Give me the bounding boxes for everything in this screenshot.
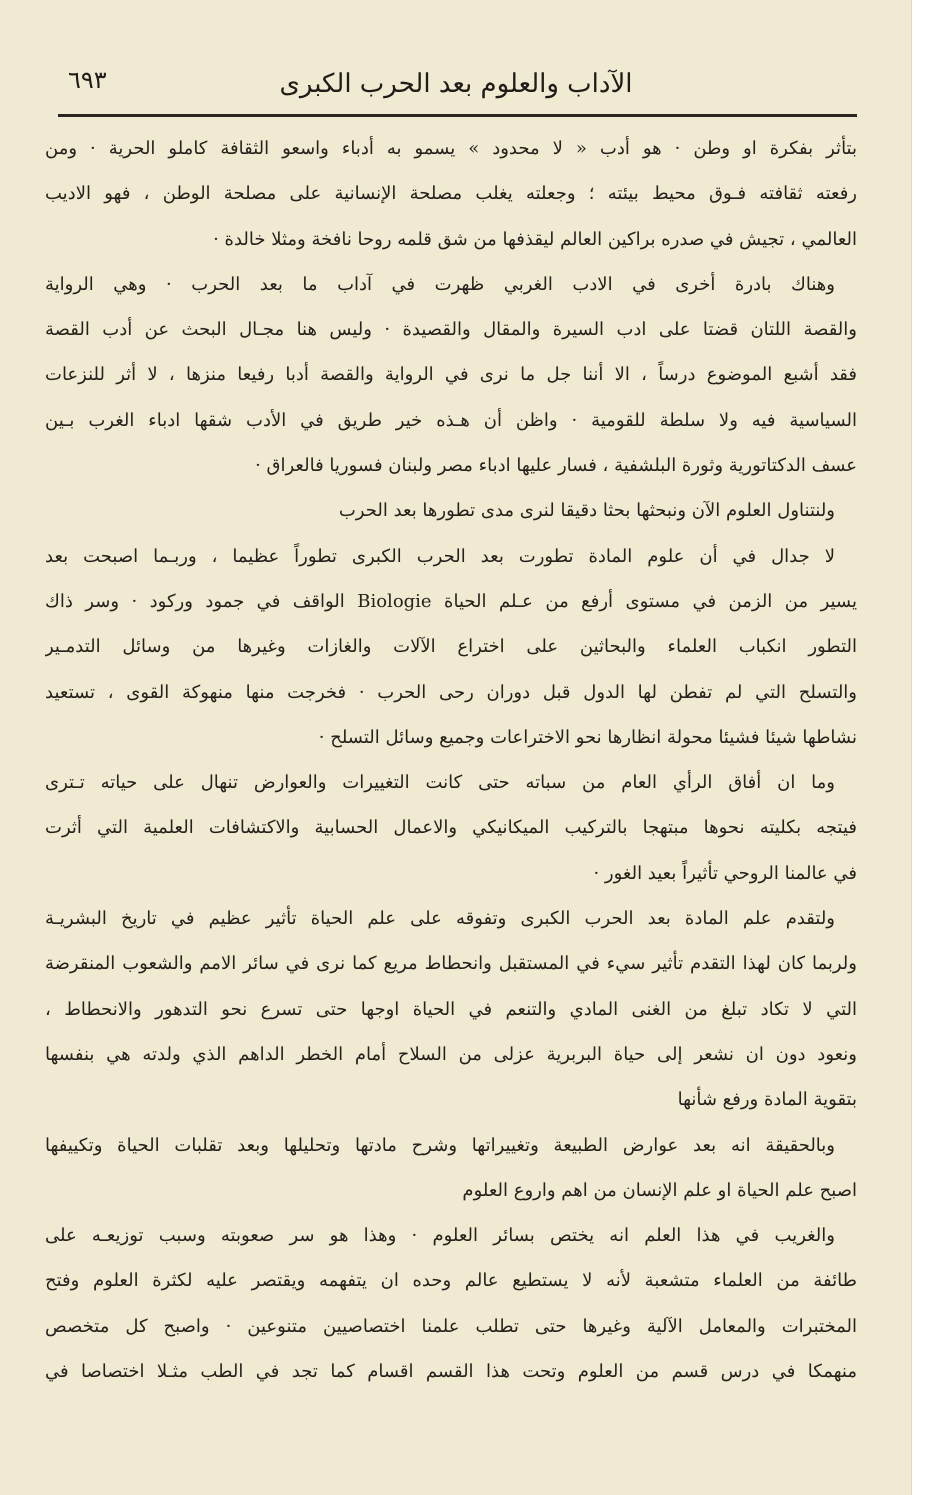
text-line: رفعته ثقافته فـوق محيط بيئته ؛ وجعلته يغلب مصلحة الإنسانية على مصلحة الوطن ، فهو الاديب	[45, 183, 857, 205]
text-line: ولتقدم علم المادة بعد الحرب الكبرى وتفوقه على علم الحياة تأثير عظيم في تاريخ البشريـة	[45, 908, 835, 930]
text-line: فقد أشبع الموضوع درساً ، الا أننا جل ما نرى في الرواية والقصة أدبا رفيعا منزها ، لا أثر للنزعات	[45, 364, 857, 386]
text-line: والتسلح التي لم تفطن لها الدول قبل دوران رحى الحرب · فخرجت منها منهوكة القوى ، تستعيد	[45, 681, 857, 703]
page-header	[58, 62, 854, 106]
text-line: العالمي ، تجيش في صدره براكين العالم ليقذفها من شق قلمه روحا نافخة ومثلا خالدة ·	[213, 228, 857, 250]
text-line: منهمكا في درس قسم من العلوم وتحت هذا القسم اقسام كما تجد في الطب مثـلا اختصاصا في	[45, 1361, 857, 1383]
text-line: وهناك بادرة أخرى في الادب الغربي ظهرت في آداب ما بعد الحرب · وهي الرواية	[45, 273, 835, 295]
text-line: بتأثر بفكرة او وطن · هو أدب « لا محدود » يسمو به أدباء واسعو الثقافة كاملو الحرية · ومن	[45, 138, 857, 159]
text-line: ولنتناول العلوم الآن ونبحثها بحثا دقيقا لنرى مدى تطورها بعد الحرب	[338, 500, 835, 522]
text-line: وما ان أفاق الرأي العام من سباته حتى كانت التغييرات والعوارض تنهال على حياته تـترى	[45, 772, 835, 794]
text-line: في عالمنا الروحي تأثيراً بعيد الغور ·	[593, 862, 857, 884]
text-line: والغريب في هذا العلم انه يختص بسائر العلوم · وهذا هو سر صعوبته وسبب توزيعـه على	[45, 1225, 835, 1247]
text-line: يسير من الزمن في مستوى أرفع من عـلم الحياة Biologie الواقف في جمود وركود · وسر ذاك	[45, 590, 857, 612]
text-line: التي لا تكاد تبلغ من الغنى المادي والتنعم في الحياة اوجها حتى تسرع نحو التدهور والانحطاط ،	[45, 998, 857, 1020]
text-line: التطور انكباب العلماء والبحاثين على اختراع الآلات والغازات وغيرها من وسائل التدمـير	[45, 636, 857, 658]
text-line: بتقوية المادة ورفع شأنها	[677, 1089, 857, 1111]
text-line: عسف الدكتاتورية وثورة البلشفية ، فسار عليها ادباء مصر ولبنان فسوريا فالعراق ·	[255, 455, 857, 477]
body-text	[45, 126, 857, 1394]
running-title: الآداب والعلوم بعد الحرب الكبرى	[279, 69, 633, 99]
text-line: والقصة اللتان قضتا على ادب السيرة والمقال والقصيدة · وليس هنا مجـال البحث عن أدب القصة	[45, 319, 857, 341]
page-number: ٦٩٣	[68, 66, 107, 94]
text-line: المختبرات والمعامل الآلية وغيرها حتى تطلب علمنا اختصاصيين متنوعين · واصبح كل متخصص	[45, 1315, 857, 1337]
text-line: وبالحقيقة انه بعد عوارض الطبيعة وتغييراتها وشرح مادتها وتحليلها وبعد تقلبات الحياة وتكييفها	[45, 1134, 835, 1156]
text-line: طائفة من العلماء متشعبة لأنه لا يستطيع عالم وحده ان يتفهمه ويقتصر عليه لكثرة العلوم وفتح	[45, 1270, 857, 1292]
text-line: السياسية فيه ولا سلطة للقومية · واظن أن هـذه خير طريق في الأدب شقها ادباء الغرب بـين	[45, 409, 857, 431]
text-line: لا جدال في أن علوم المادة تطورت بعد الحرب الكبرى تطوراً عظيما ، وربـما اصبحت بعد	[45, 545, 835, 567]
text-line: ولربما كان لهذا التقدم تأثير سيء في المستقبل وانحطاط مريع كما نرى في سائر الامم والشعوب المنقرضة	[45, 953, 857, 975]
text-line: اصبح علم الحياة او علم الإنسان من اهم واروع العلوم	[462, 1179, 857, 1201]
header-rule	[58, 114, 857, 117]
page-edge-margin	[911, 0, 949, 1495]
text-line: نشاطها شيئا فشيئا محولة انظارها نحو الاختراعات وجميع وسائل التسلح ·	[318, 726, 857, 748]
text-line: ونعود دون ان نشعر إلى حياة البربرية عزلى من السلاح أمام الخطر الداهم الذي ولدته هي بنفسها	[45, 1043, 857, 1065]
text-line: فيتجه بكليته نحوها مبتهجا بالتركيب الميكانيكي والاعمال الحسابية والاكتشافات العلمية التي أثرت	[45, 817, 857, 839]
